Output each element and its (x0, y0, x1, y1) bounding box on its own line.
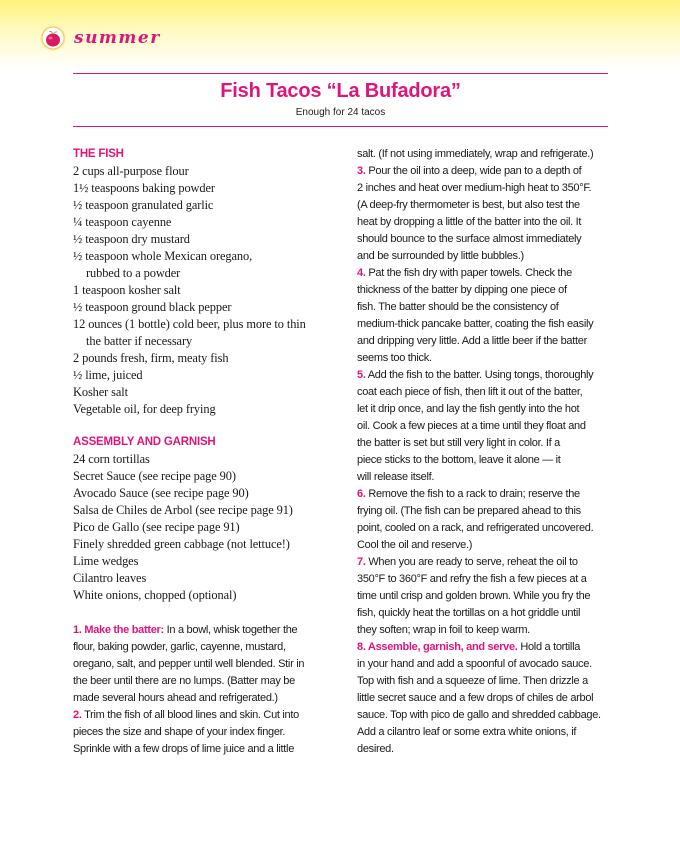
step-text: Trim the fish of all blood lines and skin. Cut into (84, 709, 299, 721)
ingredient-item: 2 cups all-purpose flour (73, 164, 189, 178)
step-1-lead: 1. Make the batter: (73, 624, 164, 636)
step-text: Pour the oil into a deep, wide pan to a depth of (368, 165, 582, 177)
ingredient-item: the batter if necessary (86, 334, 193, 348)
step-text: coat each piece of fish, then lift it out of the batter, (357, 386, 583, 398)
step-8-lead: 8. Assemble, garnish, and serve. (357, 641, 518, 653)
ingredient-item: 1½ teaspoons baking powder (73, 181, 215, 195)
garnish-item: White onions, chopped (optional) (73, 588, 237, 602)
step-text: Add a cilantro leaf or some extra white onions, if (357, 726, 577, 738)
step-text: In a bowl, whisk together the (166, 624, 298, 636)
step-text: Cool the oil and reserve.) (357, 539, 473, 551)
step-text: Top with fish and a squeeze of lime. Then drizzle a (357, 675, 588, 687)
garnish-item: Pico de Gallo (see recipe page 91) (73, 520, 240, 534)
step-text: in your hand and add a spoonful of avocado sauce. (357, 658, 592, 670)
step-8 (357, 639, 617, 758)
step-text: they soften; wrap in foil to keep warm. (357, 624, 530, 636)
ingredient-item: ¼ teaspoon cayenne (73, 215, 172, 229)
ingredient-item: rubbed to a powder (86, 266, 181, 280)
step-5 (357, 367, 617, 486)
garnish-item: Cilantro leaves (73, 571, 147, 585)
step-text: seems too thick. (357, 352, 432, 364)
step-2-number: 2. (73, 709, 82, 721)
step-text: sauce. Top with pico de gallo and shredded cabbage. (357, 709, 601, 721)
season-label: summer (74, 28, 161, 48)
step-text: heat by dropping a little of the batter into the oil. It (357, 216, 582, 228)
step-text: piece sticks to the bottom, leave it alone — it (357, 454, 561, 466)
ingredient-item: ½ lime, juiced (73, 368, 143, 382)
title-rule-top (73, 73, 608, 74)
recipe-yield: Enough for 24 tacos (295, 107, 386, 118)
garnish-item: Finely shredded green cabbage (not lettuce!) (73, 537, 290, 551)
step-text: oil. Cook a few pieces at a time until they float and (357, 420, 586, 432)
step-text: should bounce to the surface almost immediately (357, 233, 582, 245)
step-text: Pat the fish dry with paper towels. Check the (368, 267, 572, 279)
step-text: made several hours ahead and refrigerated.) (73, 692, 278, 704)
step-text: When you are ready to serve, reheat the oil to (368, 556, 578, 568)
step-7 (357, 554, 617, 639)
fish-heading: THE FISH (73, 148, 124, 160)
step-5-number: 5. (357, 369, 366, 381)
step-text: 350°F to 360°F and refry the fish a few pieces at a (357, 573, 587, 585)
ingredient-item: ½ teaspoon dry mustard (73, 232, 190, 246)
ingredient-item: Kosher salt (73, 385, 128, 399)
step-text: medium-thick pancake batter, coating the fish easily (357, 318, 594, 330)
step-text: frying oil. (The fish can be prepared ahead to this (357, 505, 581, 517)
ingredient-item: 1 teaspoon kosher salt (73, 283, 181, 297)
step-text: oregano, salt, and pepper until well blended. Stir in (73, 658, 305, 670)
step-2-continued (357, 146, 617, 163)
step-4 (357, 265, 617, 367)
step-text: the batter is set but still very light in color. If a (357, 437, 560, 449)
step-text: fish, quickly heat the tortillas on a hot griddle until (357, 607, 581, 619)
garnish-item: Avocado Sauce (see recipe page 90) (73, 486, 249, 500)
step-text: and be surrounded by little bubbles.) (357, 250, 524, 262)
step-text: (A deep-fry thermometer is best, but also test the (357, 199, 580, 211)
ingredient-item: 2 pounds fresh, firm, meaty fish (73, 351, 229, 365)
title-rule-bottom (73, 126, 608, 127)
step-text: point, cooled on a rack, and refrigerated uncovered. (357, 522, 594, 534)
step-text: will release itself. (357, 471, 435, 483)
ingredient-item: 12 ounces (1 bottle) cold beer, plus more to thin (73, 317, 306, 331)
garnish-item: Secret Sauce (see recipe page 90) (73, 469, 236, 483)
step-text: Add the fish to the batter. Using tongs, thoroughly (367, 369, 594, 381)
step-text: Remove the fish to a rack to drain; reserve the (368, 488, 580, 500)
ingredient-item: Vegetable oil, for deep frying (73, 402, 216, 416)
garnish-item: Salsa de Chiles de Arbol (see recipe page 91) (73, 503, 293, 517)
left-column (73, 146, 343, 758)
step-text: let it drip once, and lay the fish gently into the hot (357, 403, 580, 415)
step-text: desired. (357, 743, 394, 755)
step-text: 2 inches and heat over medium-high heat to 350°F. (357, 182, 592, 194)
garnish-item: Lime wedges (73, 554, 139, 568)
step-text: time until crisp and golden brown. While you fry the (357, 590, 591, 602)
step-text: salt. (If not using immediately, wrap and refrigerate.) (357, 148, 594, 160)
step-3 (357, 163, 617, 265)
step-text: fish. The batter should be the consistency of (357, 301, 559, 313)
step-4-number: 4. (357, 267, 366, 279)
assembly-heading: ASSEMBLY AND GARNISH (73, 436, 216, 448)
ingredient-item: ½ teaspoon granulated garlic (73, 198, 214, 212)
step-text: the beer until there are no lumps. (Batter may be (73, 675, 295, 687)
step-text: Hold a tortilla (520, 641, 581, 653)
step-2 (73, 707, 343, 758)
right-column (357, 146, 617, 758)
recipe-title: Fish Tacos “La Bufadora” (220, 80, 461, 102)
step-3-number: 3. (357, 165, 366, 177)
step-6 (357, 486, 617, 554)
ingredient-item: ½ teaspoon whole Mexican oregano, (73, 249, 253, 263)
step-text: pieces the size and shape of your index finger. (73, 726, 286, 738)
step-text: little secret sauce and a few drops of chiles de arbol (357, 692, 594, 704)
step-1 (73, 622, 343, 707)
step-7-number: 7. (357, 556, 366, 568)
step-text: flour, baking powder, garlic, cayenne, mustard, (73, 641, 286, 653)
step-text: thickness of the batter by dipping one piece of (357, 284, 567, 296)
season-tag (40, 24, 161, 52)
ingredient-item: ½ teaspoon ground black pepper (73, 300, 232, 314)
step-text: Sprinkle with a few drops of lime juice and a little (73, 743, 295, 755)
fruit-icon (40, 25, 66, 51)
step-text: and dripping very little. Add a little beer if the batter (357, 335, 587, 347)
garnish-item: 24 corn tortillas (73, 452, 150, 466)
step-6-number: 6. (357, 488, 366, 500)
